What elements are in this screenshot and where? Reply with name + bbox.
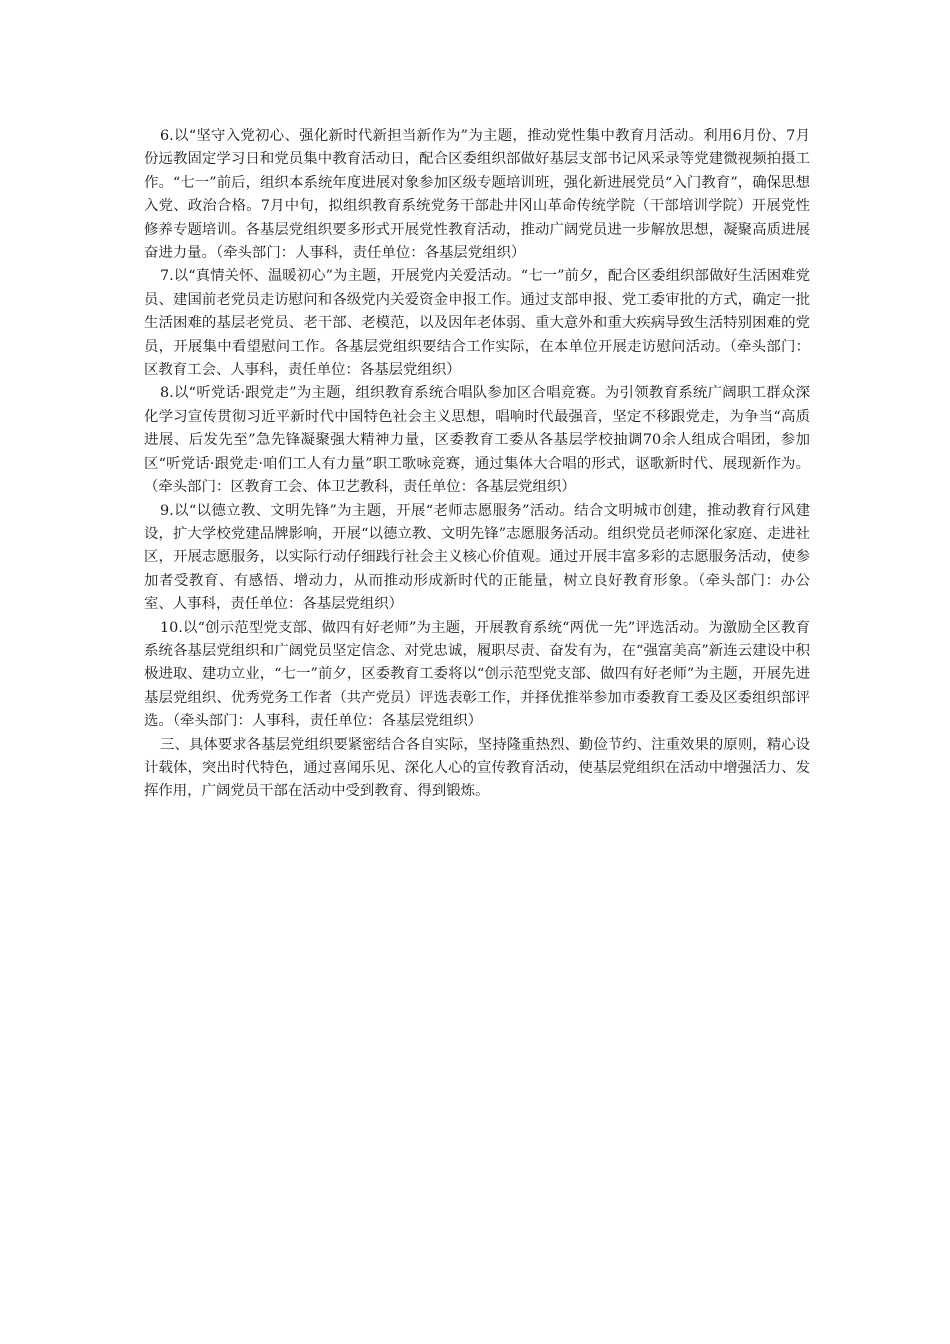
paragraph-item-9: 9.以“以德立教、文明先锋”为主题，开展“老师志愿服务”活动。结合文明城市创建，推动教育行风建设，扩大学校党建品牌影响，开展“以德立教、文明先锋”志愿服务活动。组织党员老师深化家庭、走进社区，开展志愿服务，以实际行动仔细践行社会主义核心价值观。通过开展丰富多彩的志愿服务活动，使参加者受教育、有感悟、增动力，从而推动形成新时代的正能量，树立良好教育形象。（牵头部门：办公室、人事科，责任单位：各基层党组织） <box>144 502 810 613</box>
paragraph-item-10: 10.以“创示范型党支部、做四有好老师”为主题，开展教育系统“两优一先”评选活动。为激励全区教育系统各基层党组织和广阔党员坚定信念、对党忠诚，履职尽责、奋发有为，在“强富美高”新连云建设中积极进取、建功立业，“七一”前夕，区委教育工委将以“创示范型党支部、做四有好老师”为主题，开展先进基层党组织、优秀党务工作者（共产党员）评选表彰工作，并择优推举参加市委教育工委及区委组织部评选。（牵头部门：人事科，责任单位：各基层党组织） <box>144 619 810 730</box>
paragraph-requirements: 三、具体要求各基层党组织要紧密结合各自实际，坚持隆重热烈、勤俭节约、注重效果的原则，精心设计载体，突出时代特色，通过喜闻乐见、深化人心的宣传教育活动，使基层党组织在活动中增强活力、发挥作用，广阔党员干部在活动中受到教育、得到锻炼。 <box>144 736 810 800</box>
paragraph-item-7: 7.以“真情关怀、温暖初心”为主题，开展党内关爱活动。“七一”前夕，配合区委组织部做好生活困难党员、建国前老党员走访慰问和各级党内关爱资金申报工作。通过支部申报、党工委审批的方式，确定一批生活困难的基层老党员、老干部、老模范，以及因年老体弱、重大意外和重大疾病导致生活特别困难的党员，开展集中看望慰问工作。各基层党组织要结合工作实际，在本单位开展走访慰问活动。（牵头部门：区教育工会、人事科，责任单位：各基层党组织） <box>144 268 810 379</box>
paragraph-item-8: 8.以“听党话·跟党走”为主题，组织教育系统合唱队参加区合唱竞赛。为引领教育系统广阔职工群众深化学习宣传贯彻习近平新时代中国特色社会主义思想，唱响时代最强音，坚定不移跟党走，为争当“高质进展、后发先至”急先锋凝聚强大精神力量，区委教育工委从各基层学校抽调70余人组成合唱团，参加区“听党话·跟党走·咱们工人有力量”职工歌咏竞赛，通过集体大合唱的形式，讴歌新时代、展现新作为。（牵头部门：区教育工会、体卫艺教科，责任单位：各基层党组织） <box>144 385 810 496</box>
document-body <box>144 125 810 804</box>
paragraph-item-6: 6.以“坚守入党初心、强化新时代新担当新作为”为主题，推动党性集中教育月活动。利用6月份、7月份远教固定学习日和党员集中教育活动日，配合区委组织部做好基层支部书记风采录等党建微视频拍摄工作。“七一”前后，组织本系统年度进展对象参加区级专题培训班，强化新进展党员“入门教育”，确保思想入党、政治合格。7月中旬，拟组织教育系统党务干部赴井冈山革命传统学院（干部培训学院）开展党性修养专题培训。各基层党组织要多形式开展党性教育活动，推动广阔党员进一步解放思想，凝聚高质进展奋进力量。（牵头部门：人事科，责任单位：各基层党组织） <box>144 128 810 262</box>
